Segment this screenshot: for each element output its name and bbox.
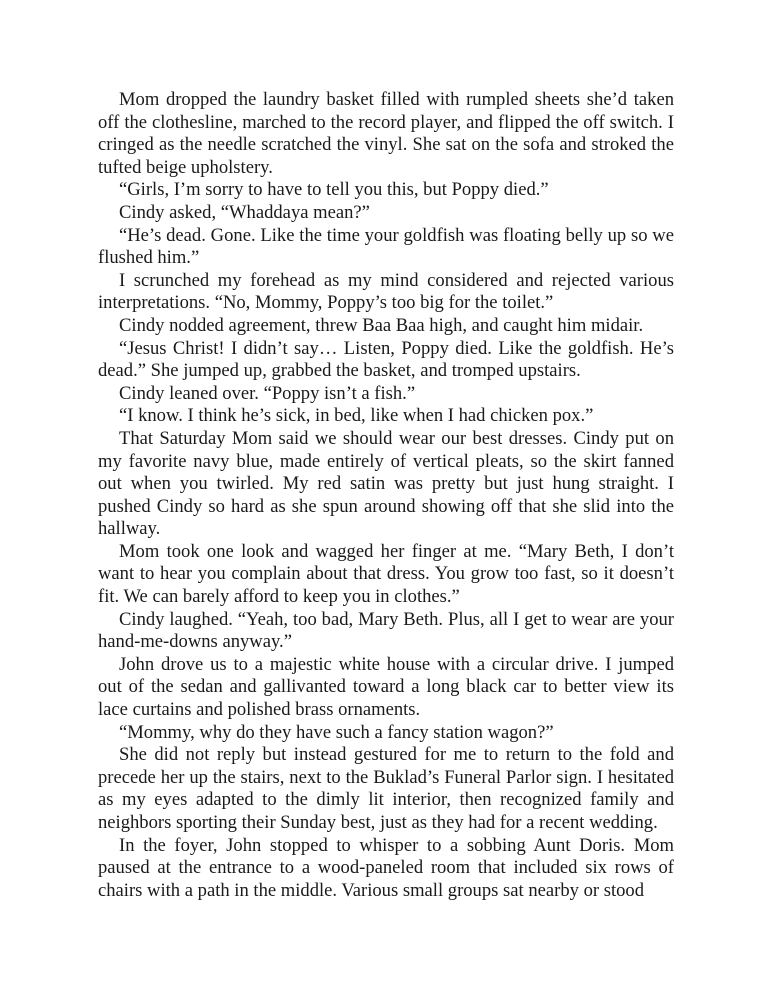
paragraph: “I know. I think he’s sick, in bed, like when I had chicken pox.” (119, 405, 594, 427)
paragraph: “He’s dead. Gone. Like the time your goldfish was floating belly up so we flushed him.” (98, 224, 674, 269)
paragraph: That Saturday Mom said we should wear our best dresses. Cindy put on my favorite navy blue, made entirely of vertical pleats, so the skirt fanned out when you twirled. My red satin was pretty but just hung straight. I pushed Cindy so hard as she spun around showing off that she slid into the hallway. (98, 427, 674, 540)
paragraph: Cindy leaned over. “Poppy isn’t a fish.” (119, 382, 416, 404)
paragraph: Mom took one look and wagged her finger at me. “Mary Beth, I don’t want to hear you complain about that dress. You grow too fast, so it doesn’t fit. We can barely afford to keep you in clothes.” (98, 540, 674, 608)
paragraph: She did not reply but instead gestured for me to return to the fold and precede her up the stairs, next to the Buklad’s Funeral Parlor sign. I hesitated as my eyes adapted to the dimly lit interior, then recognized family and neighbors sporting their Sunday best, just as they had for a recent wedding. (98, 744, 674, 833)
paragraph: Mom dropped the laundry basket filled with rumpled sheets she’d taken off the clothesline, marched to the record player, and flipped the off switch. I cringed as the needle scratched the vinyl. She sat on the sofa and stroked the tufted beige upholstery. (98, 89, 674, 178)
paragraph: Cindy nodded agreement, threw Baa Baa high, and caught him midair. (119, 314, 644, 336)
paragraph: “Girls, I’m sorry to have to tell you this, but Poppy died.” (119, 179, 549, 201)
paragraph: Cindy laughed. “Yeah, too bad, Mary Beth. Plus, all I get to wear are your hand-me-downs anyway.” (98, 608, 674, 653)
paragraph: “Jesus Christ! I didn’t say… Listen, Poppy died. Like the goldfish. He’s dead.” She jumped up, grabbed the basket, and tromped upstairs. (98, 337, 674, 382)
paragraph: I scrunched my forehead as my mind considered and rejected various interpretations. “No, Mommy, Poppy’s too big for the toilet.” (98, 269, 674, 314)
book-page-body (98, 89, 674, 902)
paragraph: Cindy asked, “Whaddaya mean?” (119, 201, 370, 223)
paragraph: In the foyer, John stopped to whisper to a sobbing Aunt Doris. Mom paused at the entrance to a wood-paneled room that included six rows of chairs with a path in the middle. Various small groups sat nearby or stood (98, 834, 674, 901)
paragraph: “Mommy, why do they have such a fancy station wagon?” (119, 721, 554, 743)
paragraph: John drove us to a majestic white house with a circular drive. I jumped out of the sedan and gallivanted toward a long black car to better view its lace curtains and polished brass ornaments. (98, 653, 674, 721)
